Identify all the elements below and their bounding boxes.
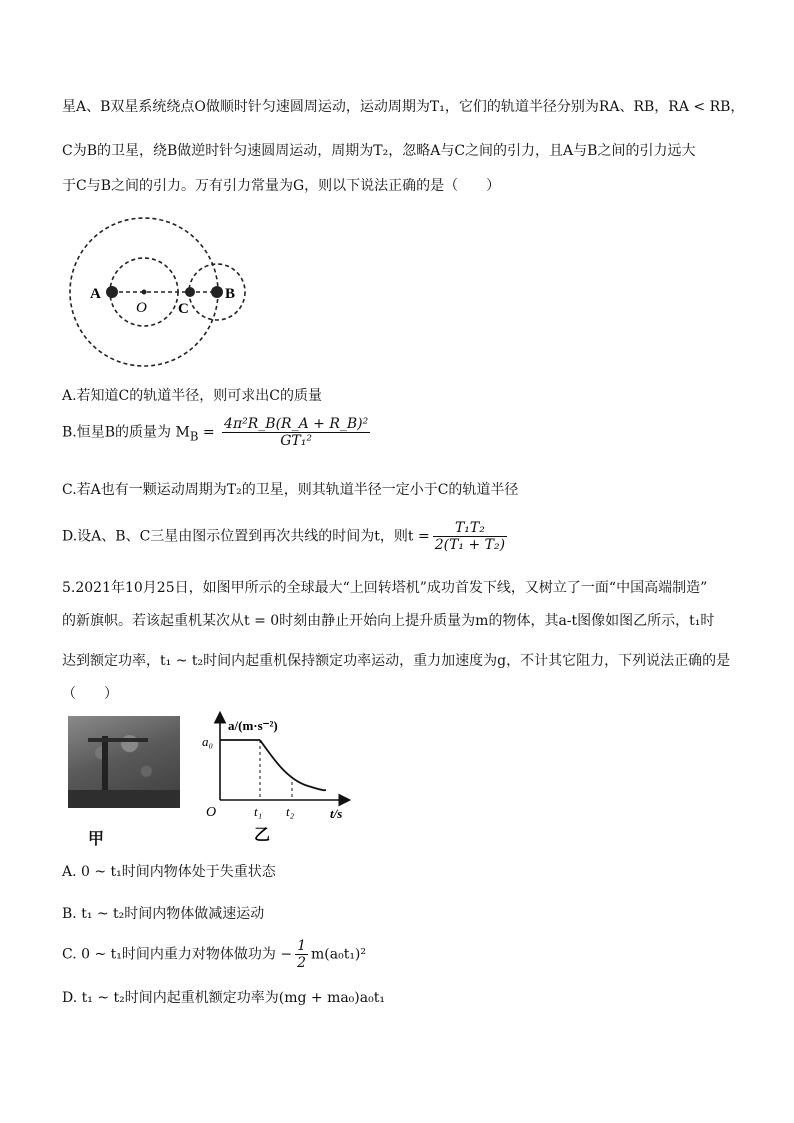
option-b-fraction xyxy=(222,416,370,449)
q4-stem-line-3: 于C与B之间的引力。万有引力常量为G，则以下说法正确的是（ ） xyxy=(62,178,501,194)
q5-stem-line-4: （ ） xyxy=(62,686,118,702)
y-tick-a0: a₀ xyxy=(202,734,214,749)
q5-option-c xyxy=(62,938,366,971)
q4-stem-line-1: 星A、B双星系统绕点O做顺时针匀速圆周运动，运动周期为T₁，它们的轨道半径分别为RA、RB，RA < RB， xyxy=(62,99,745,115)
satellite-c xyxy=(185,287,195,297)
option-d-numerator: T₁T₂ xyxy=(433,520,507,537)
x-axis-label: t/s xyxy=(330,806,343,821)
option-b-numerator: 4π²R_B(R_A + R_B)² xyxy=(224,416,369,432)
label-c: C xyxy=(178,301,189,317)
option-c-numerator: 1 xyxy=(297,938,306,954)
acceleration-time-graph xyxy=(198,708,358,848)
option-d-prefix: D.设A、B、C三星由图示位置到再次共线的时间为t，则t = xyxy=(62,528,430,545)
binary-star-figure xyxy=(62,212,262,372)
q4-option-c: C.若A也有一颗运动周期为T₂的卫星，则其轨道半径一定小于C的轨道半径 xyxy=(62,482,519,498)
option-c-suffix: m(a₀t₁)² xyxy=(311,946,367,963)
graph-decay-curve xyxy=(260,740,326,790)
option-c-prefix: C. 0 ~ t₁时间内重力对物体做功为 − xyxy=(62,946,293,963)
x-tick-t2: t₂ xyxy=(286,804,295,819)
option-b-eq: = xyxy=(198,424,220,441)
photo-caption: 甲 xyxy=(88,829,105,848)
q5-stem-line-3: 达到额定功率，t₁ ~ t₂时间内起重机保持额定功率运动，重力加速度为g，不计其它阻力，下列说法正确的是 xyxy=(62,653,731,669)
graph-caption: 乙 xyxy=(254,825,271,844)
option-d-denominator: 2(T₁ + T₂) xyxy=(434,537,506,553)
q4-option-b xyxy=(62,416,373,449)
option-b-sub: B xyxy=(189,429,199,444)
star-a xyxy=(106,286,118,298)
origin-label: O xyxy=(206,805,217,820)
star-b xyxy=(211,286,223,298)
q5-stem-line-1: 5.2021年10月25日，如图甲所示的全球最大“上回转塔机”成功首发下线，又树立了一面“中国高端制造” xyxy=(62,580,708,596)
option-c-fraction xyxy=(295,938,308,971)
q5-option-b: B. t₁ ~ t₂时间内物体做减速运动 xyxy=(62,906,265,922)
crane-photo xyxy=(68,716,180,808)
label-b: B xyxy=(225,286,236,302)
ground-shadow xyxy=(68,790,180,808)
point-o xyxy=(142,290,147,295)
crane-jib xyxy=(88,738,148,742)
q4-option-d xyxy=(62,520,510,553)
option-b-denominator: GT₁² xyxy=(280,433,312,449)
q5-option-a: A. 0 ~ t₁时间内物体处于失重状态 xyxy=(62,864,276,880)
label-a: A xyxy=(90,286,101,302)
q4-option-a: A.若知道C的轨道半径，则可求出C的质量 xyxy=(62,388,322,404)
q5-option-d: D. t₁ ~ t₂时间内起重机额定功率为(mg + ma₀)a₀t₁ xyxy=(62,990,385,1006)
q4-stem-line-2: C为B的卫星，绕B做逆时针匀速圆周运动，周期为T₂，忽略A与C之间的引力，且A与B之间的引力远大 xyxy=(62,143,696,159)
q5-stem-line-2: 的新旗帜。若该起重机某次从t = 0时刻由静止开始向上提升质量为m的物体，其a-t图像如图乙所示，t₁时 xyxy=(62,613,715,629)
option-c-denominator: 2 xyxy=(297,955,306,971)
label-o: O xyxy=(136,300,147,316)
x-tick-t1: t₁ xyxy=(254,804,263,819)
y-axis-label: a/(m·s⁻²) xyxy=(228,718,278,733)
option-d-fraction xyxy=(433,520,507,553)
option-b-prefix: B.恒星B的质量为 M xyxy=(62,424,190,441)
